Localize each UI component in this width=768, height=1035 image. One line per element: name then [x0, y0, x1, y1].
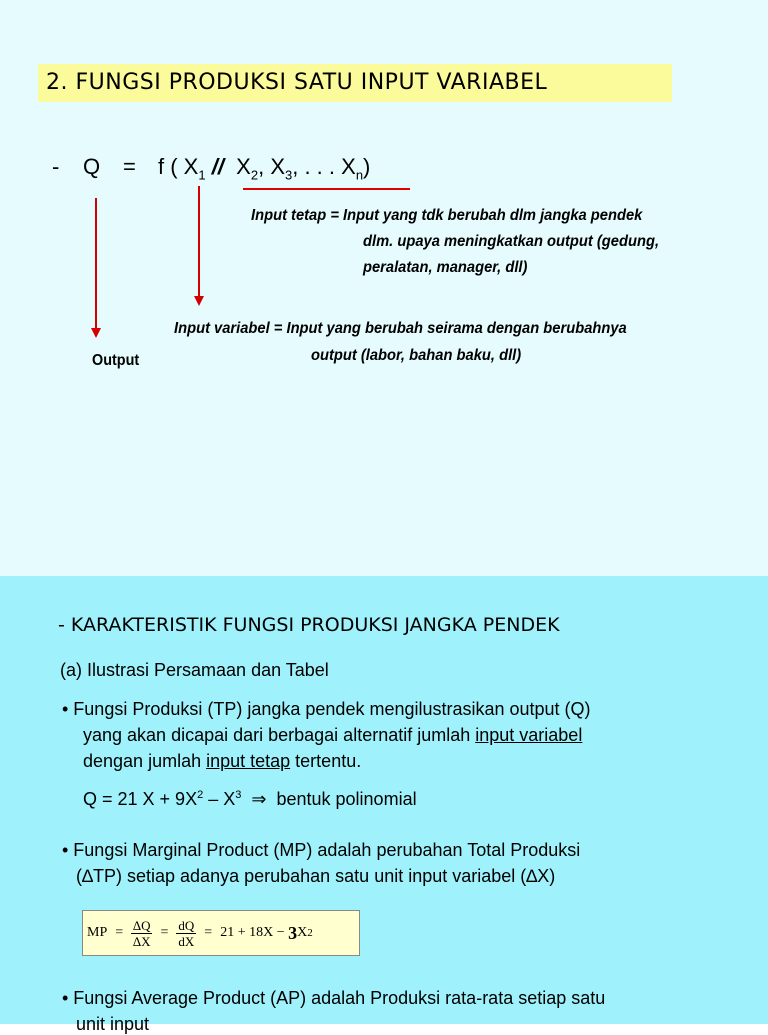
mp-formula: MP = $\frac{\Delta Q}{\Delta X}$ = $\frac{dQ}{dX}$ = 21 + 18X − 3 X 2	[87, 917, 313, 949]
output-label: Output	[92, 352, 140, 369]
formula-function: f ( $X_1 // X_2$, $X_3$, . . . $X_n$)	[158, 154, 371, 183]
output-arrow-line	[95, 198, 97, 330]
bullet2-line2: (∆TP) setiap adanya perubahan satu unit input variabel (∆X)	[76, 866, 556, 886]
formula-equals: =	[123, 154, 136, 179]
mp-formula-box	[82, 910, 360, 956]
bullet1-line1: • Fungsi Produksi (TP) jangka pendek mengilustrasikan output (Q)	[62, 699, 591, 719]
section-heading: - KARAKTERISTIK FUNGSI PRODUKSI JANGKA PENDEK	[58, 614, 560, 636]
bullet3-line2: unit input	[76, 1014, 150, 1034]
section-a-label: (a) Ilustrasi Persamaan dan Tabel	[60, 660, 329, 680]
fixed-input-line3: peralatan, manager, dll)	[363, 259, 528, 276]
bullet2-line1: • Fungsi Marginal Product (MP) adalah perubahan Total Produksi	[62, 840, 581, 860]
variable-arrow-head	[194, 296, 204, 306]
variable-input-line1: Input variabel = Input yang berubah seirama dengan berubahnya	[174, 320, 627, 337]
bullet1-line3: dengan jumlah input tetap tertentu.	[83, 751, 362, 771]
bullet1-line2: yang akan dicapai dari berbagai alternatif jumlah input variabel	[83, 725, 583, 745]
variable-arrow-line	[198, 186, 200, 298]
fixed-input-underline	[243, 188, 410, 190]
slide-title: 2. FUNGSI PRODUKSI SATU INPUT VARIABEL	[46, 70, 548, 95]
formula-dash: -	[52, 154, 60, 179]
fixed-input-line1: Input tetap = Input yang tdk berubah dlm jangka pendek	[251, 207, 643, 224]
formula-q: Q	[83, 154, 101, 179]
production-equation: Q = 21 $X + 9X^2 - X^3$ ⇒ bentuk polinomial	[83, 789, 417, 809]
bullet3-line1: • Fungsi Average Product (AP) adalah Produksi rata-rata setiap satu	[62, 988, 606, 1008]
fixed-input-line2: dlm. upaya meningkatkan output (gedung,	[363, 233, 660, 250]
implies-icon: ⇒	[251, 789, 267, 809]
output-arrow-head	[91, 328, 101, 338]
variable-input-line2: output (labor, bahan baku, dll)	[311, 347, 522, 364]
